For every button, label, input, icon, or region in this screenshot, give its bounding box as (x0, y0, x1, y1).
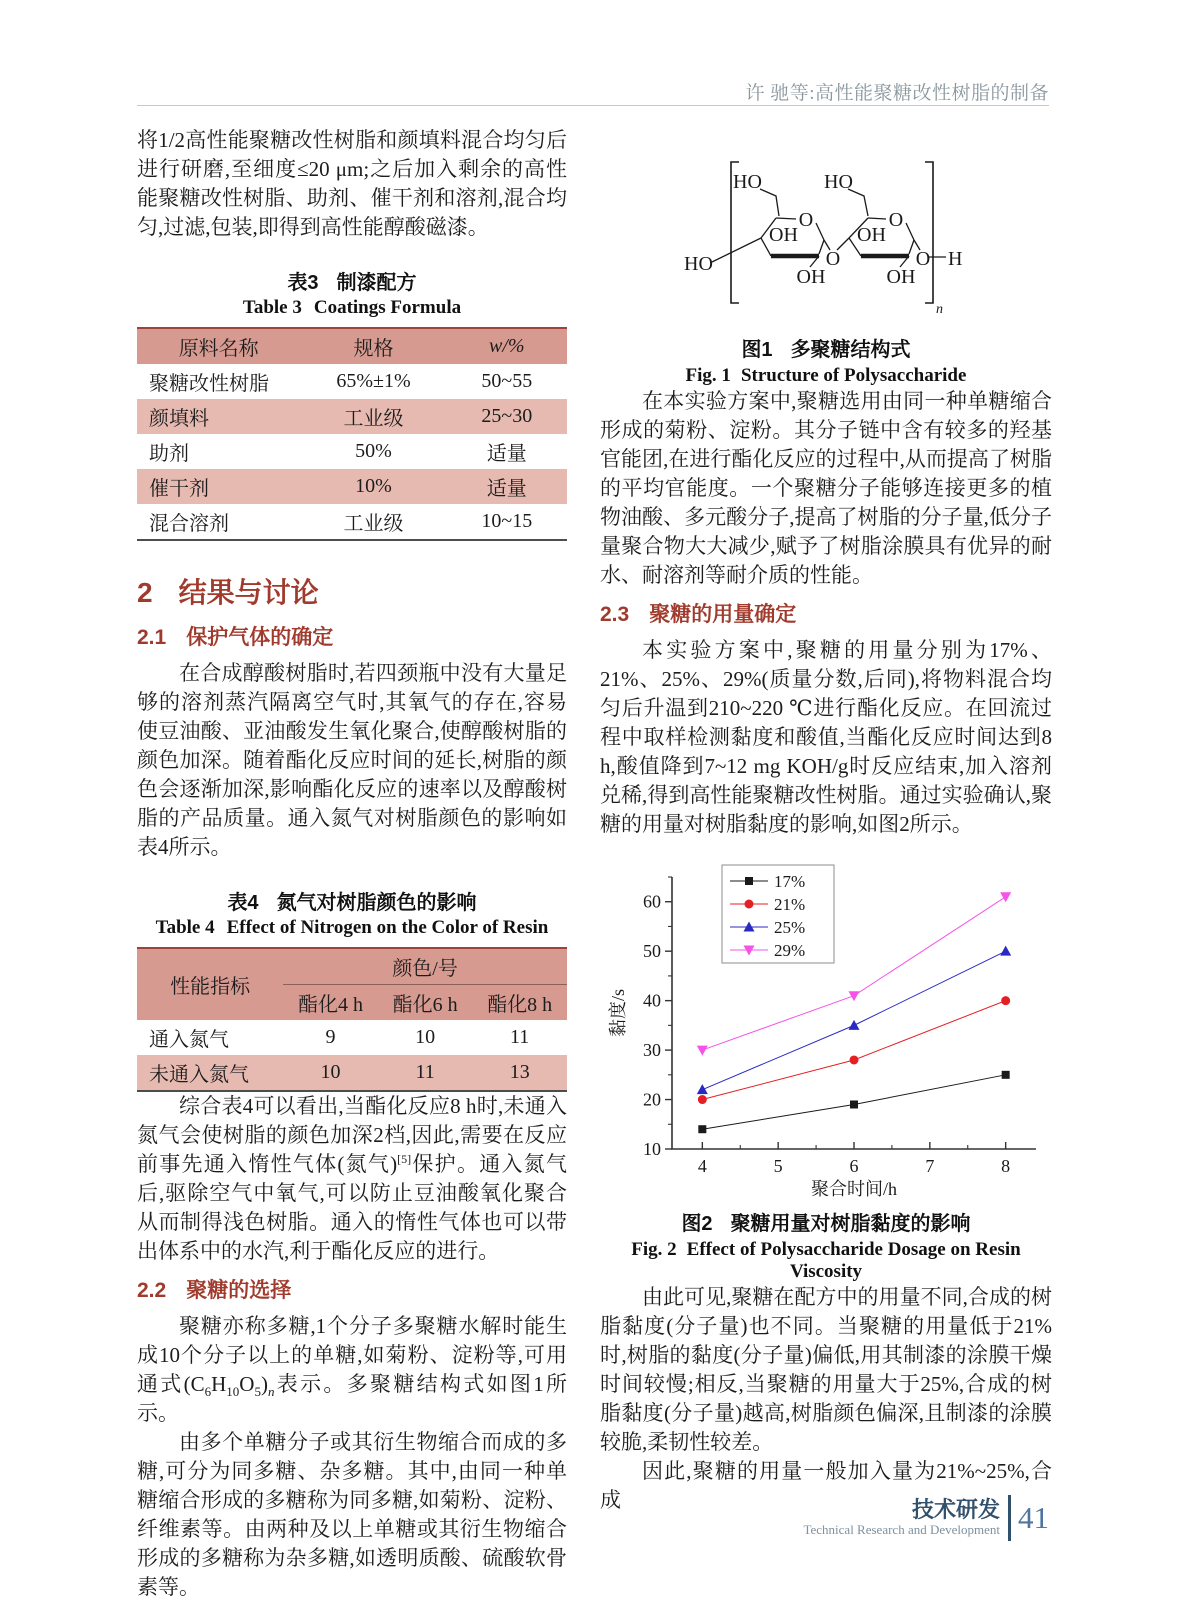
ho-label: HO (824, 171, 853, 193)
figure1-caption-cn (600, 333, 1052, 362)
svg-text:10: 10 (643, 1139, 661, 1159)
svg-text:20: 20 (643, 1089, 661, 1110)
paragraph: 在合成醇酸树脂时,若四颈瓶中没有大量足够的溶剂蒸汽隔离空气时,其氧气的存在,容易使豆油酸、亚油酸发生氧化聚合,使醇酸树脂的颜色加深。随着酯化反应时间的延长,树脂的颜色会逐渐加深,影响酯化反应的速率以及醇酸树脂的产品质量。通入氮气对树脂颜色的影响如表4所示。 (137, 661, 567, 859)
figure1-number-cn: 图1 (741, 339, 773, 361)
cell: 9 (325, 1026, 336, 1048)
svg-text:黏度/s: 黏度/s (608, 988, 628, 1038)
svg-text:30: 30 (643, 1040, 661, 1061)
cell: 10 (415, 1026, 436, 1048)
section-number: 2.1 (137, 626, 167, 649)
text-run: 聚糖亦称多糖,1个分子多聚糖水解时能生成10个分子以上的单糖,如菊粉、淀粉等,可用通式(C (137, 1314, 567, 1396)
table4-number-cn: 表4 (227, 892, 259, 914)
table4-nitrogen-effect (137, 947, 567, 1092)
svg-text:聚合时间/h: 聚合时间/h (810, 1179, 898, 1199)
right-bracket (925, 162, 933, 303)
column-header: 酯化6 h (392, 994, 458, 1016)
figure2-text-cn: 聚糖用量对树脂黏度的影响 (730, 1213, 971, 1235)
svg-text:50: 50 (643, 941, 661, 962)
table3-coatings-formula (137, 327, 567, 541)
text-run: O (239, 1372, 255, 1396)
section-title: 聚糖的选择 (186, 1279, 292, 1302)
table4-title-cn (137, 886, 567, 915)
svg-text:5: 5 (773, 1156, 783, 1176)
svg-text:4: 4 (697, 1156, 707, 1176)
column-header: w/% (489, 335, 525, 357)
figure2-text-en: Effect of Polysaccharide Dosage on Resin Viscosity (686, 1239, 1021, 1282)
cell: 13 (509, 1061, 530, 1083)
figure2-caption-en (600, 1239, 1052, 1283)
chem-subscript: 6 (204, 1384, 212, 1400)
group-header: 颜色/号 (283, 948, 567, 985)
table4-number-en: Table 4 (155, 917, 215, 938)
table-header-row (137, 328, 567, 364)
cell: 50~55 (481, 370, 533, 392)
chemical-structure-drawing (676, 140, 976, 320)
text-run: 表示。多聚糖结构式如图1所示。 (137, 1372, 568, 1425)
cell: 10% (355, 475, 392, 497)
citation-ref: [5] (397, 1152, 412, 1166)
section-number: 2 (137, 577, 153, 608)
line-chart (604, 857, 1044, 1202)
cell: 混合溶剂 (149, 513, 229, 535)
oh-label: OH (857, 224, 886, 246)
oh-label: OH (796, 266, 826, 288)
terminal-oxygen-label: O (915, 248, 931, 270)
section-heading-2-2 (137, 1274, 567, 1304)
footer-section-cn: 技术研发 (911, 1497, 1000, 1522)
figure1-text-en: Structure of Polysaccharide (740, 365, 967, 386)
cell: 催干剂 (149, 478, 209, 500)
table-row (137, 399, 567, 434)
section-title: 聚糖的用量确定 (649, 603, 797, 626)
svg-text:7: 7 (925, 1156, 935, 1176)
svg-text:8: 8 (1001, 1156, 1011, 1176)
cell: 25~30 (481, 405, 533, 427)
repeat-n-label: n (936, 302, 943, 317)
paragraph: 在本实验方案中,聚糖选用由同一种单糖缩合形成的菊粉、淀粉。其分子链中含有较多的羟基官能团,在进行酯化反应的过程中,从而提高了树脂的平均官能度。一个聚糖分子能够连接更多的植物油酸、多元酸分子,提高了树脂的分子量,低分子量聚合物大大减少,赋予了树脂涂膜具有优异的耐水、耐溶剂等耐介质的性能。 (600, 389, 1052, 587)
table3-caption-en: Coatings Formula (313, 297, 462, 318)
text-run: H (211, 1372, 227, 1396)
table-row (137, 1055, 567, 1091)
figure1-polysaccharide-structure (676, 140, 1052, 325)
section-heading-2 (137, 571, 567, 611)
section-title: 结果与讨论 (178, 577, 319, 608)
figure1-number-en: Fig. 1 (685, 365, 731, 386)
running-title: 许 驰等:高性能聚糖改性树脂的制备 (745, 83, 1049, 104)
section-title: 保护气体的确定 (186, 626, 334, 649)
footer-divider (1008, 1495, 1011, 1541)
footer-section (803, 1498, 1000, 1538)
table4-caption-cn: 氮气对树脂颜色的影响 (276, 892, 477, 914)
ring-oxygen-label: O (888, 209, 904, 231)
figure2-viscosity-chart (604, 857, 1052, 1207)
table-row (137, 504, 567, 540)
section-heading-2-3 (600, 598, 1052, 628)
chem-subscript-n: n (267, 1384, 275, 1400)
section-number: 2.2 (137, 1279, 167, 1302)
column-header: 规格 (353, 338, 394, 360)
cell: 50% (355, 440, 392, 462)
ho-label: HO (733, 171, 762, 193)
text-run: 保护。通入氮气后,驱除空气中氧气,可以防止豆油酸氧化聚合从而制得浅色树脂。通入的惰性气体也可以带出体系中的水汽,利于酯化反应的进行。 (137, 1152, 567, 1263)
column-header: 酯化4 h (297, 994, 363, 1016)
svg-text:29%: 29% (774, 941, 806, 960)
svg-text:21%: 21% (774, 895, 806, 914)
page-number: 41 (1018, 1500, 1049, 1535)
svg-text:40: 40 (643, 990, 661, 1011)
section-heading-2-1 (137, 621, 567, 651)
section-number: 2.3 (600, 603, 630, 626)
left-column (137, 126, 567, 1600)
table3-number-en: Table 3 (242, 297, 302, 318)
figure1-text-cn: 多聚糖结构式 (790, 339, 911, 361)
terminal-h-label: H (948, 248, 963, 270)
table-row (137, 434, 567, 469)
paragraph: 因此,聚糖的用量一般加入量为21%~25%,合成 (600, 1459, 1052, 1512)
column-header: 酯化8 h (487, 994, 553, 1016)
cell: 适量 (486, 443, 527, 465)
table-row (137, 364, 567, 399)
table3-title-en (137, 297, 567, 319)
table3-caption-cn: 制漆配方 (336, 272, 417, 294)
paragraph (137, 1092, 567, 1266)
column-header: 性能指标 (170, 976, 251, 998)
svg-text:25%: 25% (774, 918, 806, 937)
cell: 未通入氮气 (149, 1064, 249, 1086)
table-row (137, 469, 567, 504)
ring-oxygen-label: O (798, 209, 814, 231)
svg-text:17%: 17% (774, 872, 806, 891)
figure1-caption-en (600, 365, 1052, 387)
text-run: ) (260, 1372, 268, 1396)
paragraph: 将1/2高性能聚糖改性树脂和颜填料混合均匀后进行研磨,至细度≤20 μm;之后加入剩余的高性能聚糖改性树脂、助剂、催干剂和溶剂,混合均匀,过滤,包装,即得到高性能醇酸磁漆。 (137, 128, 567, 239)
column-header: 原料名称 (178, 338, 259, 360)
text-run: 综合表4可以看出,当酯化反应8 h时,未通入氮气会使树脂的颜色加深2档,因此,需要在反应前事先通入惰性气体(氮气) (137, 1094, 567, 1176)
oh-label: OH (769, 224, 798, 246)
table4-caption-en: Effect of Nitrogen on the Color of Resin (226, 917, 549, 938)
cell: 工业级 (343, 408, 404, 430)
cell: 10~15 (481, 510, 533, 532)
cell: 助剂 (149, 443, 189, 465)
paragraph (137, 1312, 567, 1428)
cell: 通入氮气 (149, 1029, 229, 1051)
cell: 适量 (486, 478, 527, 500)
cell: 11 (415, 1061, 435, 1083)
table-header-row (137, 948, 567, 985)
svg-text:6: 6 (849, 1156, 859, 1176)
paragraph: 由多个单糖分子或其衍生物缩合而成的多糖,可分为同多糖、杂多糖。其中,由同一种单糖缩合形成的多糖称为同多糖,如菊粉、淀粉、纤维素等。由两种及以上单糖或其衍生物缩合形成的多糖称为杂多糖,如透明质酸、硫酸软骨素等。 (137, 1430, 567, 1599)
table3-title-cn (137, 266, 567, 295)
table3-number-cn: 表3 (287, 272, 319, 294)
paragraph: 本实验方案中,聚糖的用量分别为17%、21%、25%、29%(质量分数,后同),将物料混合均匀后升温到210~220 ℃进行酯化反应。在回流过程中取样检测黏度和酸值,当酯化反应时间达到8 h,酸值降到7~12 mg KOH/g时反应结束,加入溶剂兑稀,得到高性能聚糖改性树脂。通过实验确认,聚糖的用量对树脂黏度的影响,如图2所示。 (600, 638, 1052, 836)
figure2-caption-cn (600, 1207, 1052, 1236)
table4-title-en (137, 917, 567, 939)
table-row (137, 1020, 567, 1055)
paragraph: 由此可见,聚糖在配方中的用量不同,合成的树脂黏度(分子量)也不同。当聚糖的用量低于21%时,树脂的黏度(分子量)偏低,用其制漆的涂膜干燥时间较慢;相反,当聚糖的用量大于25%,合成的树脂黏度(分子量)越高,树脂颜色偏深,且制漆的涂膜较脆,柔韧性较差。 (600, 1285, 1052, 1454)
cell: 65%±1% (336, 370, 411, 392)
right-column (600, 140, 1052, 1515)
bridge-oxygen-label: O (825, 248, 841, 270)
ho-label: HO (684, 253, 713, 275)
chem-subscript: 10 (226, 1384, 240, 1400)
header-rule (137, 105, 1049, 106)
figure2-number-cn: 图2 (681, 1213, 713, 1235)
oh-label: OH (886, 266, 916, 288)
cell: 工业级 (343, 513, 404, 535)
page-footer (137, 1495, 1049, 1541)
figure2-number-en: Fig. 2 (631, 1239, 677, 1260)
svg-text:60: 60 (643, 891, 661, 912)
cell: 颜填料 (149, 408, 209, 430)
footer-section-en: Technical Research and Development (803, 1522, 1000, 1537)
cell: 聚糖改性树脂 (149, 373, 269, 395)
chem-subscript: 5 (254, 1384, 261, 1400)
cell: 10 (320, 1061, 341, 1083)
cell: 11 (510, 1026, 530, 1048)
